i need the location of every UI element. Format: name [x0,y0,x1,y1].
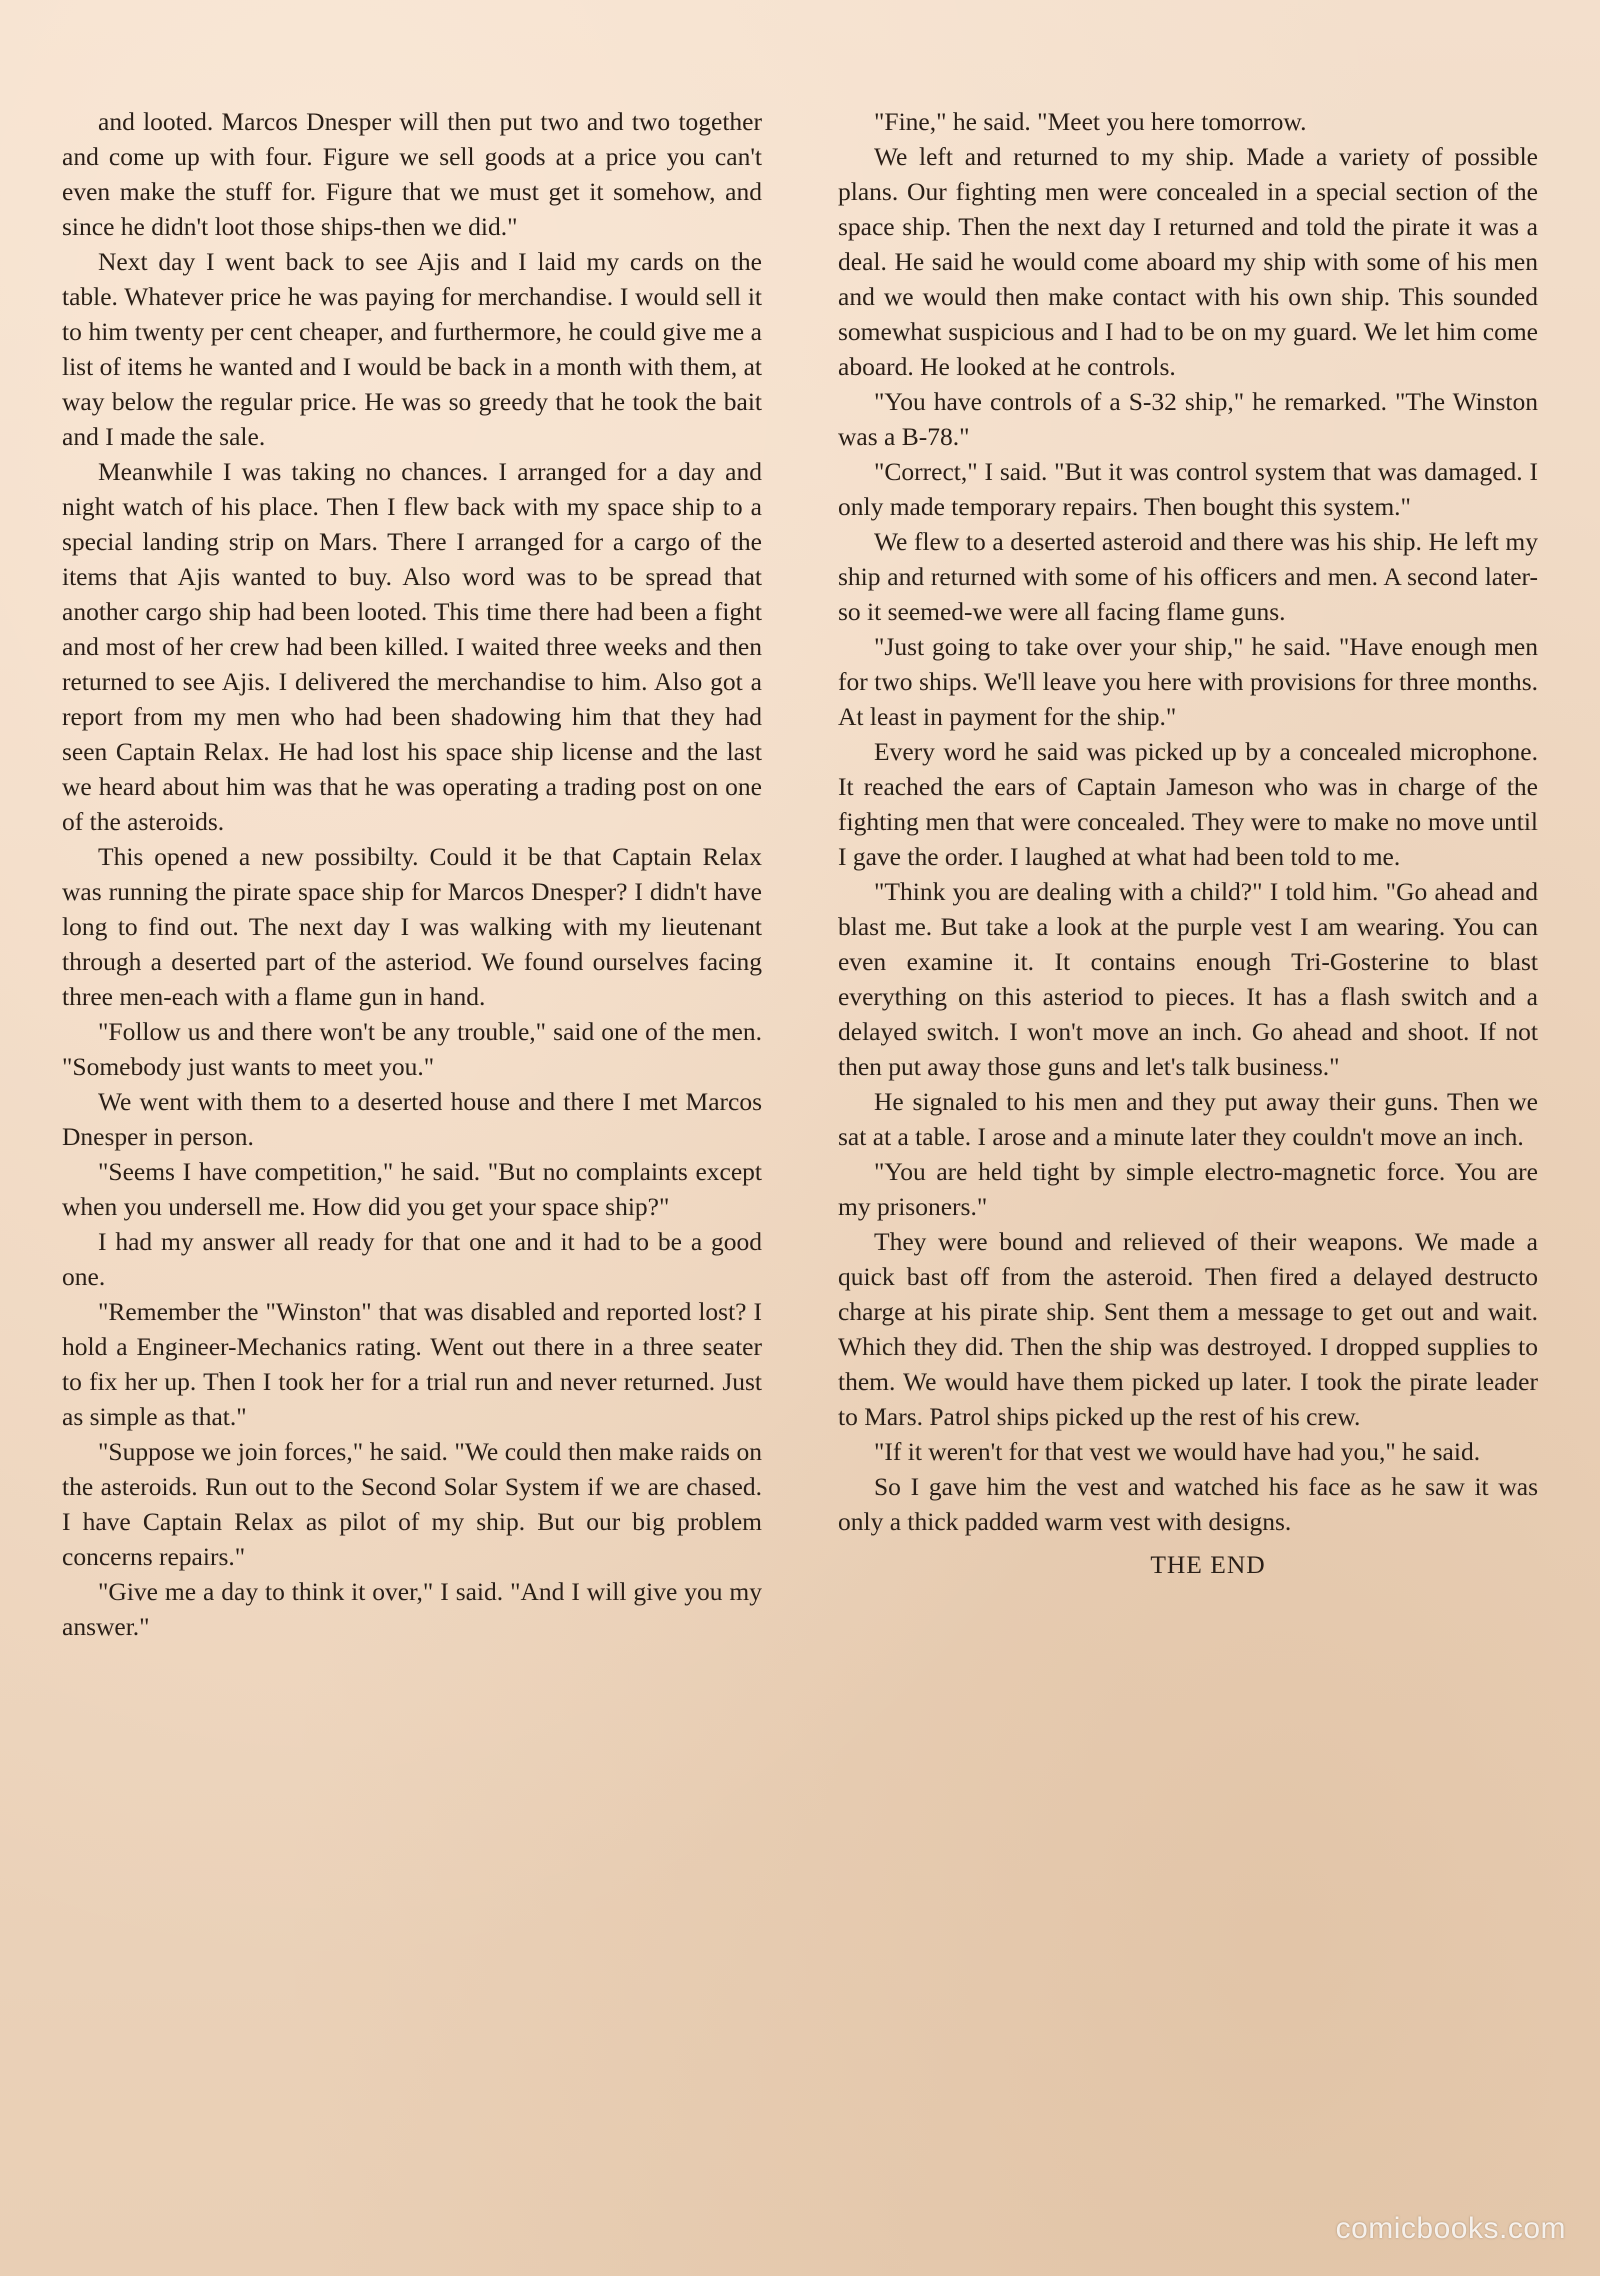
paragraph: Every word he said was picked up by a concealed microphone. It reached the ears of Captain Jameson who was in charge of the fighting men that were concealed. They were to make no move until I gave the order. I laughed at what had been told to me. [838,737,1538,871]
paragraph: and looted. Marcos Dnesper will then put two and two together and come up with four. Figure we sell goods at a price you can't even make the stuff for. Figure that we must get it somehow, and since he didn't loot those ships-then we did." [62,107,762,241]
paragraph: "You are held tight by simple electro-magnetic force. You are my prisoners." [838,1157,1538,1221]
paragraph: We flew to a deserted asteroid and there was his ship. He left my ship and returned with some of his officers and men. A second later-so it seemed-we were all facing flame guns. [838,527,1538,626]
paragraph: Next day I went back to see Ajis and I laid my cards on the table. Whatever price he was paying for merchandise. I would sell it to him twenty per cent cheaper, and furthermore, he could give me a list of items he wanted and I would be back in a month with them, at way below the regular price. He was so greedy that he took the bait and I made the sale. [62,247,762,451]
paragraph: "Fine," he said. "Meet you here tomorrow. [874,107,1307,136]
paragraph: So I gave him the vest and watched his face as he saw it was only a thick padded warm vest with designs. [838,1472,1538,1536]
story-page [62,104,1538,2184]
paragraph: "If it weren't for that vest we would have had you," he said. [874,1437,1481,1466]
paragraph: We went with them to a deserted house and there I met Marcos Dnesper in person. [62,1087,762,1151]
paragraph: "Suppose we join forces," he said. "We could then make raids on the asteroids. Run out to the Second Solar System if we are chased. I have Captain Relax as pilot of my ship. But our big problem concerns repairs." [62,1437,762,1571]
the-end-label: THE END [1150,1550,1266,1579]
paragraph: "Just going to take over your ship," he said. "Have enough men for two ships. We'll leave you here with provisions for three months. At least in payment for the ship." [838,632,1538,731]
paragraph: "Give me a day to think it over," I said. "And I will give you my answer." [62,1577,762,1641]
left-column [62,104,762,2184]
paragraph: "Follow us and there won't be any trouble," said one of the men. "Somebody just wants to meet you." [62,1017,762,1081]
site-watermark: comicbooks.com [1335,2212,1566,2245]
paragraph: He signaled to his men and they put away their guns. Then we sat at a table. I arose and a minute later they couldn't move an inch. [838,1087,1538,1151]
paragraph: Meanwhile I was taking no chances. I arranged for a day and night watch of his place. Then I flew back with my space ship to a special landing strip on Mars. There I arranged for a cargo of the items that Ajis wanted to buy. Also word was to be spread that another cargo ship had been looted. This time there had been a fight and most of her crew had been killed. I waited three weeks and then returned to see Ajis. I delivered the merchandise to him. Also got a report from my men who had been shadowing him that they had seen Captain Relax. He had lost his space ship license and the last we heard about him was that he was operating a trading post on one of the asteroids. [62,457,762,836]
paragraph: "Remember the "Winston" that was disabled and reported lost? I hold a Engineer-Mechanics rating. Went out there in a three seater to fix her up. Then I took her for a trial run and never returned. Just as simple as that." [62,1297,762,1431]
paragraph: "Correct," I said. "But it was control system that was damaged. I only made temporary repairs. Then bought this system." [838,457,1538,521]
paragraph: "You have controls of a S-32 ship," he remarked. "The Winston was a B-78." [838,387,1538,451]
right-column [838,104,1538,2184]
paragraph: "Seems I have competition," he said. "But no complaints except when you undersell me. How did you get your space ship?" [62,1157,762,1221]
paragraph: "Think you are dealing with a child?" I told him. "Go ahead and blast me. But take a look at the purple vest I am wearing. You can even examine it. It contains enough Tri-Gosterine to blast everything on this asteriod to pieces. It has a flash switch and a delayed switch. I won't move an inch. Go ahead and shoot. If not then put away those guns and let's talk business." [838,877,1538,1081]
paragraph: This opened a new possibilty. Could it be that Captain Relax was running the pirate space ship for Marcos Dnesper? I didn't have long to find out. The next day I was walking with my lieutenant through a deserted part of the asteriod. We found ourselves facing three men-each with a flame gun in hand. [62,842,762,1011]
paragraph: They were bound and relieved of their weapons. We made a quick bast off from the asteroid. Then fired a delayed destructo charge at his pirate ship. Sent them a message to get out and wait. Which they did. Then the ship was destroyed. I dropped supplies to them. We would have them picked up later. I took the pirate leader to Mars. Patrol ships picked up the rest of his crew. [838,1227,1538,1431]
paragraph: I had my answer all ready for that one and it had to be a good one. [62,1227,762,1291]
paragraph: We left and returned to my ship. Made a variety of possible plans. Our fighting men were concealed in a special section of the space ship. Then the next day I returned and told the pirate it was a deal. He said he would come aboard my ship with some of his men and we would then make contact with his own ship. This sounded somewhat suspicious and I had to be on my guard. We let him come aboard. He looked at he controls. [838,142,1538,381]
